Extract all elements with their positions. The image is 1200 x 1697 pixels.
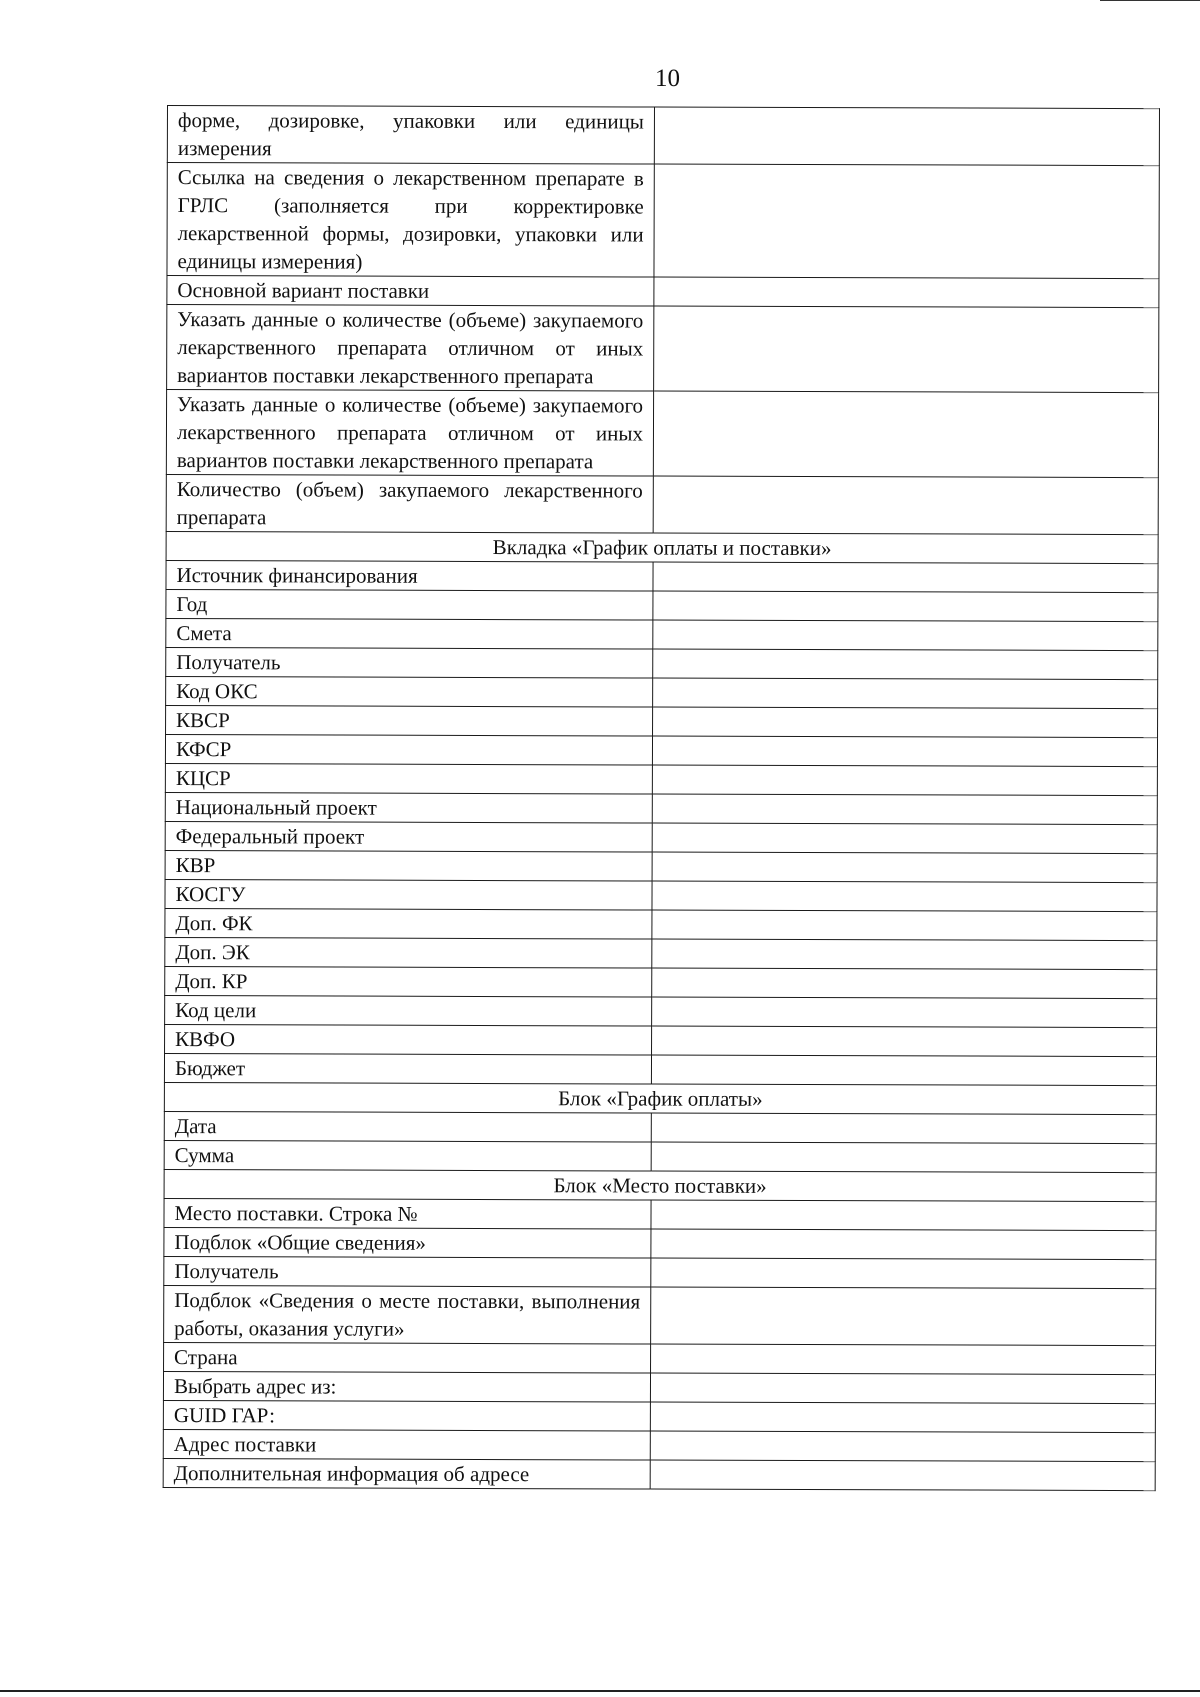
field-label: Доп. ФК xyxy=(165,908,652,939)
field-value xyxy=(651,1229,1156,1260)
scan-edge-top xyxy=(1100,0,1200,1)
table-row xyxy=(166,647,1158,679)
field-value xyxy=(652,1026,1157,1057)
field-label: Подблок «Сведения о месте поставки, выполнения работы, оказания услуги» xyxy=(164,1285,651,1344)
field-value xyxy=(654,306,1159,393)
table-row xyxy=(167,276,1159,308)
field-label: Дата xyxy=(164,1111,651,1142)
field-label: КЦСР xyxy=(165,763,652,794)
field-label: Год xyxy=(166,589,653,620)
field-value xyxy=(651,1142,1156,1173)
table-row xyxy=(165,850,1157,882)
field-value xyxy=(653,649,1158,680)
table-row xyxy=(163,1371,1155,1403)
field-label: Доп. ЭК xyxy=(165,937,652,968)
field-value xyxy=(651,1344,1156,1375)
field-value xyxy=(650,1431,1155,1462)
field-label: Код ОКС xyxy=(166,676,653,707)
field-value xyxy=(652,968,1157,999)
table-row xyxy=(166,390,1158,478)
field-label: Смета xyxy=(166,618,653,649)
field-value xyxy=(650,1373,1155,1404)
field-label: Сумма xyxy=(164,1140,651,1171)
section-title: Вкладка «График оплаты и поставки» xyxy=(166,531,1158,563)
field-value xyxy=(653,591,1158,622)
scan-edge-bottom xyxy=(0,1690,1200,1692)
table-row xyxy=(165,966,1157,998)
form-table xyxy=(163,105,1160,1491)
table-row xyxy=(165,937,1157,969)
field-label: форме, дозировке, упаковки или единицы измерения xyxy=(167,106,654,165)
table-row xyxy=(165,734,1157,766)
table-row xyxy=(164,1053,1156,1085)
field-value xyxy=(651,1055,1156,1086)
field-label: Федеральный проект xyxy=(165,821,652,852)
table-row xyxy=(163,1429,1155,1461)
field-value xyxy=(651,1113,1156,1144)
field-label: Ссылка на сведения о лекарственном препарате в ГРЛС (заполняется при корректировке лекарственной формы, дозировки, упаковки или единицы измерения) xyxy=(167,163,654,278)
field-label: КВФО xyxy=(165,1024,652,1055)
field-label: Количество (объем) закупаемого лекарственного препарата xyxy=(166,474,653,533)
section-title: Блок «График оплаты» xyxy=(164,1082,1156,1114)
table-row xyxy=(164,1140,1156,1172)
page-number: 10 xyxy=(655,65,680,92)
table-row xyxy=(163,1458,1155,1490)
field-label: Доп. КР xyxy=(165,966,652,997)
field-value xyxy=(652,736,1157,767)
table-row xyxy=(166,676,1158,708)
field-label: Страна xyxy=(164,1342,651,1373)
field-value xyxy=(651,1200,1156,1231)
field-label: Дополнительная информация об адресе xyxy=(163,1458,650,1489)
table-row xyxy=(166,474,1158,534)
table-row xyxy=(166,705,1158,737)
table-row xyxy=(165,763,1157,795)
field-label: Основной вариант поставки xyxy=(167,276,654,307)
field-value xyxy=(653,707,1158,738)
table-row xyxy=(164,1198,1156,1230)
field-value xyxy=(654,164,1159,279)
field-value xyxy=(654,107,1159,166)
field-label: Получатель xyxy=(164,1256,651,1287)
section-header-row xyxy=(166,531,1158,563)
field-value xyxy=(653,562,1158,593)
field-label: Подблок «Общие сведения» xyxy=(164,1227,651,1258)
field-value xyxy=(653,476,1158,535)
field-label: Место поставки. Строка № xyxy=(164,1198,651,1229)
table-row xyxy=(164,1111,1156,1143)
table-row xyxy=(163,1400,1155,1432)
field-value xyxy=(653,678,1158,709)
field-value xyxy=(652,823,1157,854)
field-value xyxy=(651,1287,1156,1346)
field-label: КФСР xyxy=(165,734,652,765)
field-label: Источник финансирования xyxy=(166,560,653,591)
field-label: Указать данные о количестве (объеме) закупаемого лекарственного препарата отличном от иных вариантов поставки лекарственного препарата xyxy=(167,305,654,392)
field-label: Указать данные о количестве (объеме) закупаемого лекарственного препарата отличном от иных вариантов поставки лекарственного препарата xyxy=(166,390,653,477)
field-label: GUID ГАР: xyxy=(163,1400,650,1431)
table-row xyxy=(167,163,1159,279)
table-body xyxy=(163,106,1159,1491)
field-value xyxy=(653,620,1158,651)
field-label: Национальный проект xyxy=(165,792,652,823)
field-label: КВСР xyxy=(166,705,653,736)
table-row xyxy=(165,908,1157,940)
field-label: Получатель xyxy=(166,647,653,678)
field-value xyxy=(654,277,1159,308)
table-row xyxy=(167,106,1159,166)
table-row xyxy=(165,792,1157,824)
field-label: Адрес поставки xyxy=(163,1429,650,1460)
field-value xyxy=(652,794,1157,825)
section-header-row xyxy=(164,1169,1156,1201)
table-row xyxy=(165,995,1157,1027)
field-label: Выбрать адрес из: xyxy=(163,1371,650,1402)
field-value xyxy=(653,391,1158,478)
table-row xyxy=(164,1227,1156,1259)
field-value xyxy=(652,881,1157,912)
field-value xyxy=(651,1258,1156,1289)
field-label: КОСГУ xyxy=(165,879,652,910)
field-label: КВР xyxy=(165,850,652,881)
field-label: Бюджет xyxy=(164,1053,651,1084)
table-row xyxy=(166,560,1158,592)
table-row xyxy=(164,1342,1156,1374)
table-row xyxy=(166,589,1158,621)
field-value xyxy=(650,1402,1155,1433)
field-value xyxy=(652,997,1157,1028)
field-label: Код цели xyxy=(165,995,652,1026)
field-value xyxy=(650,1460,1155,1491)
table-row xyxy=(164,1256,1156,1288)
field-value xyxy=(652,765,1157,796)
table-row xyxy=(165,879,1157,911)
table-row xyxy=(165,1024,1157,1056)
section-header-row xyxy=(164,1082,1156,1114)
field-value xyxy=(652,852,1157,883)
table-row xyxy=(165,821,1157,853)
table-row xyxy=(166,618,1158,650)
field-value xyxy=(652,939,1157,970)
section-title: Блок «Место поставки» xyxy=(164,1169,1156,1201)
table-row xyxy=(164,1285,1156,1345)
table-row xyxy=(167,305,1159,393)
field-value xyxy=(652,910,1157,941)
